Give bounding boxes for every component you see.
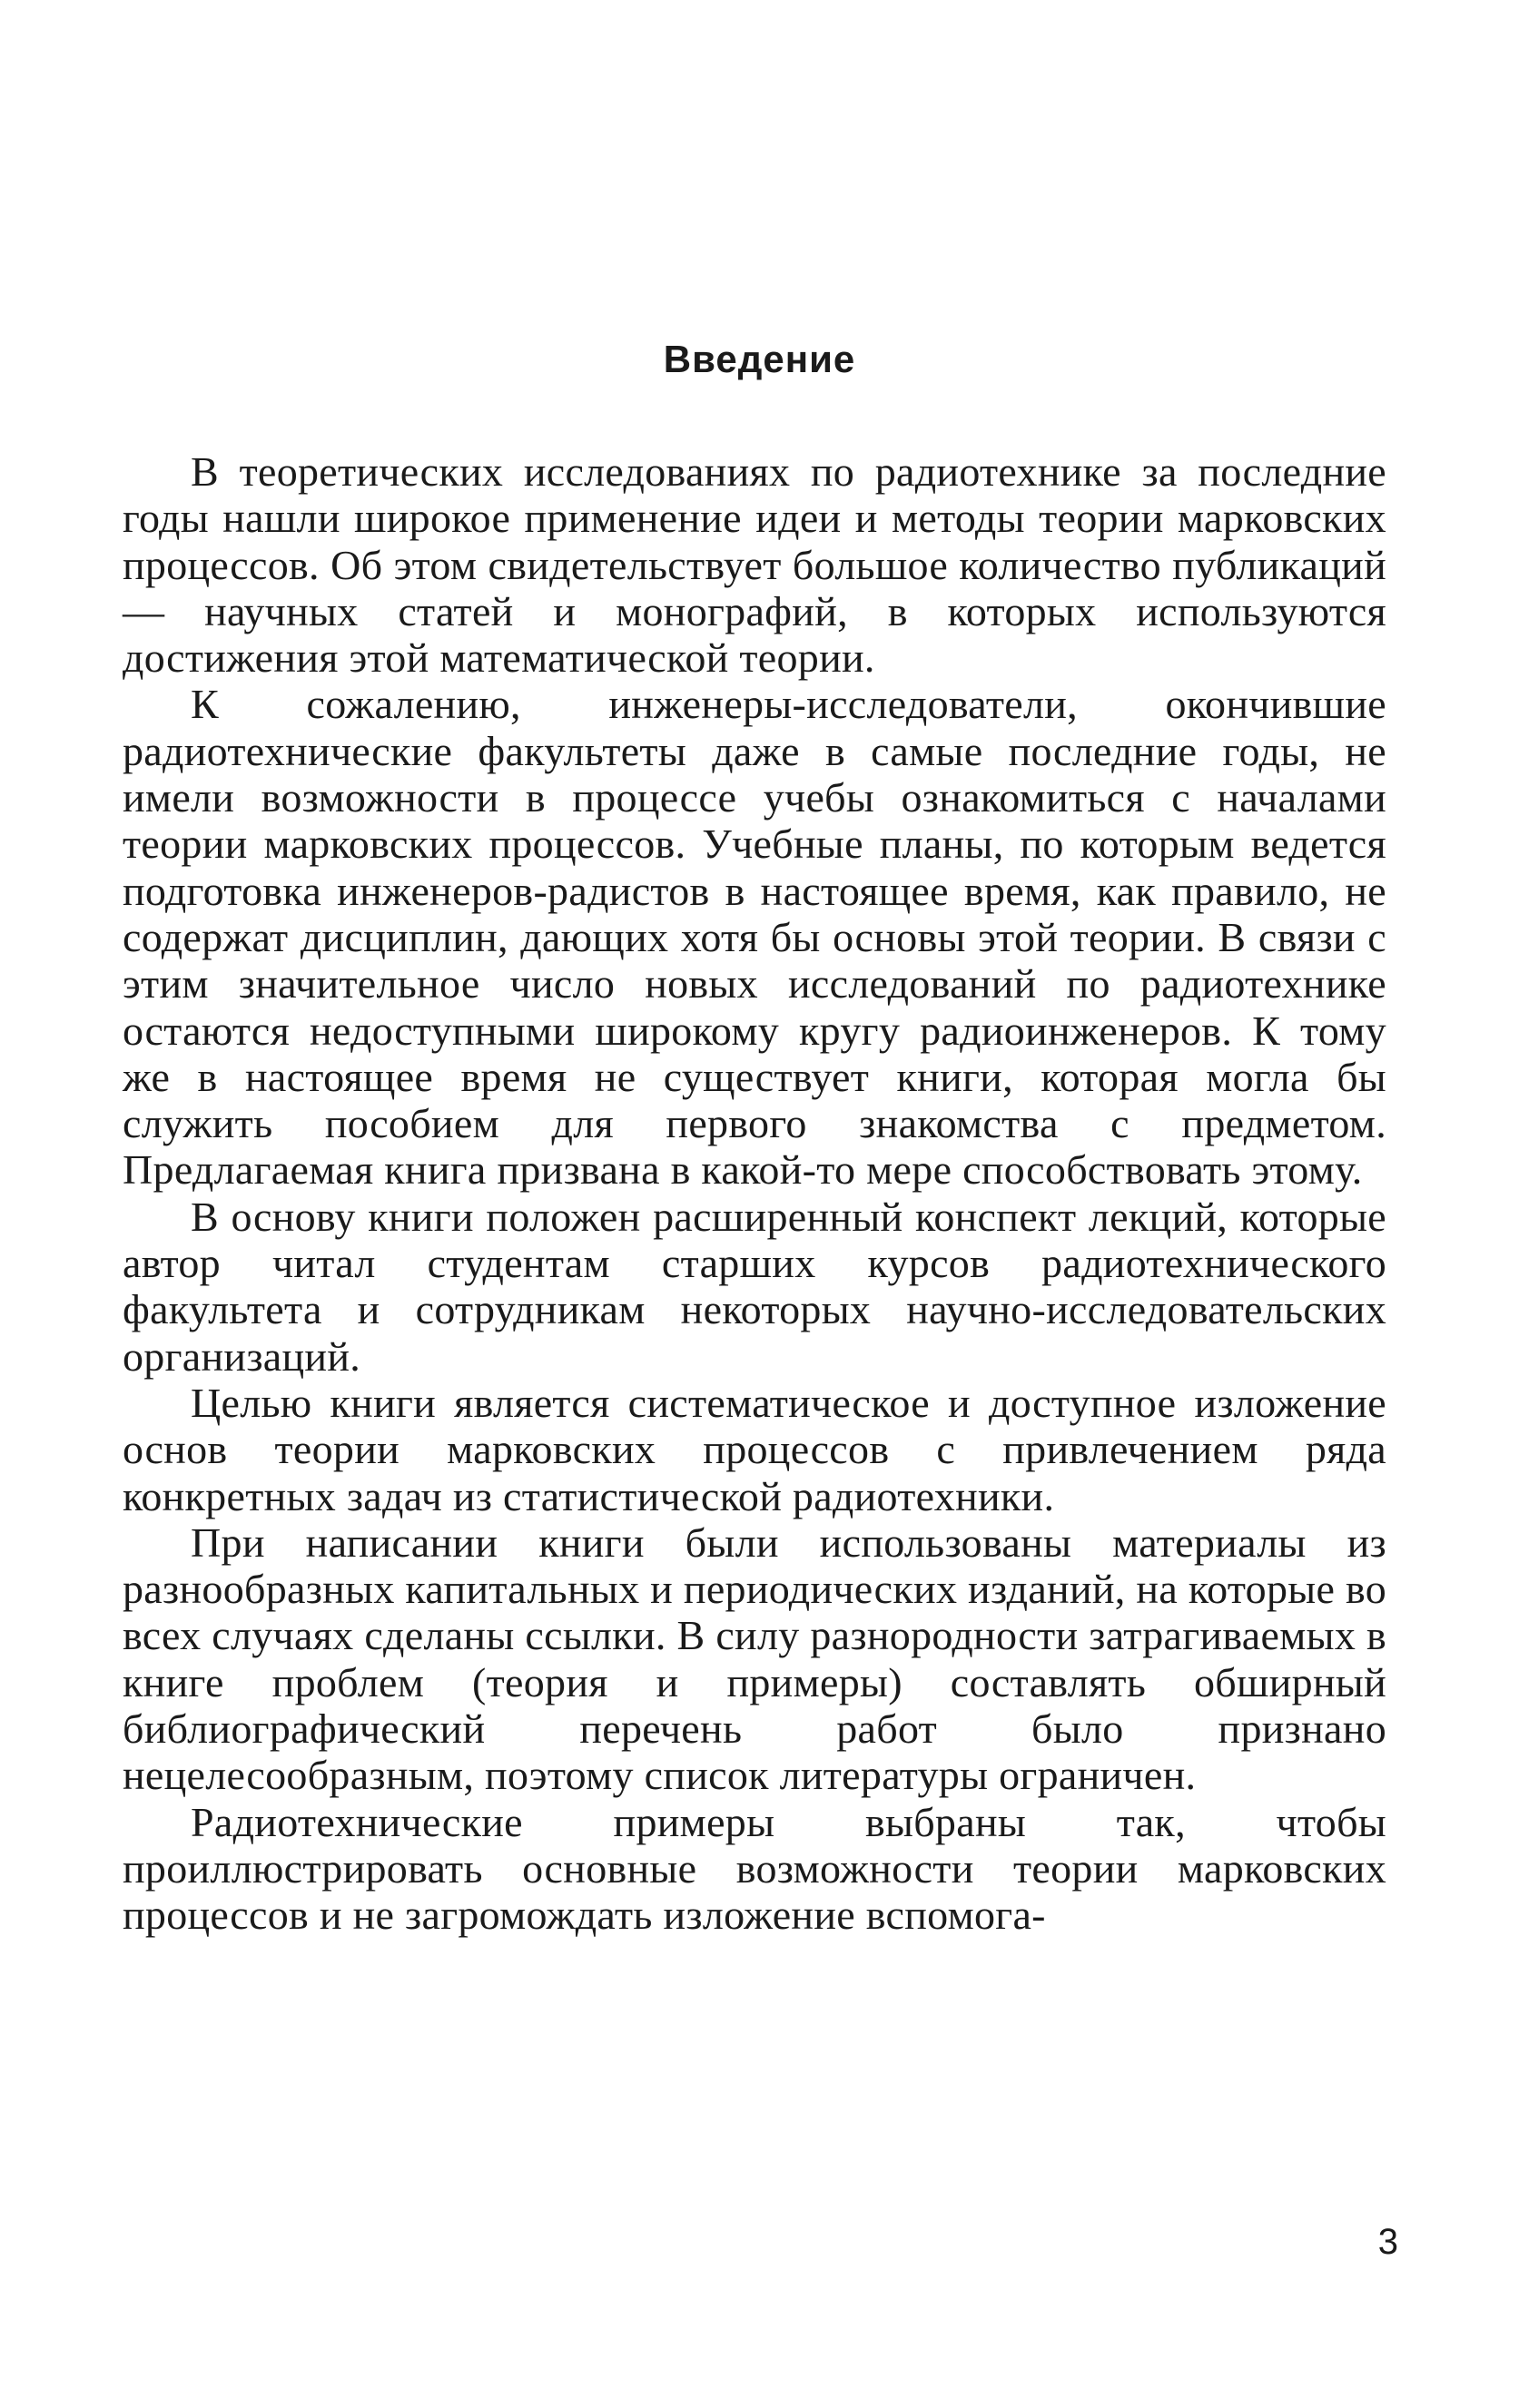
chapter-heading: Введение <box>663 338 856 380</box>
paragraph-1: В теоретических исследованиях по радиотехнике за последние годы нашли широкое применение идеи и методы теории марковских процессов. Об этом свидетельствует большое количество публикаций — научных статей и монографий, в которых используются достижения этой математической теории. <box>123 448 1386 682</box>
paragraph-5: При написании книги были использованы материалы из разнообразных капитальных и периодических изданий, на которые во всех случаях сделаны ссылки. В силу разнородности затрагиваемых в книге проблем (теория и примеры) составлять обширный библиографический перечень работ было признано нецелесообразным, поэтому список литературы ограничен. <box>123 1519 1386 1799</box>
paragraph-2: К сожалению, инженеры-исследователи, окончившие радиотехнические факультеты даже в самые последние годы, не имели возможности в процессе учебы ознакомиться с началами теории марковских процессов. Учебные планы, по которым ведется подготовка инженеров-радистов в настоящее время, как правило, не содержат дисциплин, дающих хотя бы основы этой теории. В связи с этим значительное число новых исследований по радиотехнике остаются недоступными широкому кругу радиоинженеров. К тому же в настоящее время не существует книги, которая могла бы служить пособием для первого знакомства с предметом. Предлагаемая книга призвана в какой-то мере способствовать этому. <box>123 681 1386 1194</box>
paragraph-6: Радиотехнические примеры выбраны так, чтобы проиллюстрировать основные возможности теории марковских процессов и не загромождать изложение вспомога- <box>123 1798 1386 1939</box>
page-number: 3 <box>1377 2222 1398 2262</box>
paragraph-4: Целью книги является систематическое и доступное изложение основ теории марковских процессов с привлечением ряда конкретных задач из статистической радиотехники. <box>123 1379 1386 1519</box>
paragraph-3: В основу книги положен расширенный конспект лекций, которые автор читал студентам старших курсов радиотехнического факультета и сотрудникам некоторых научно-исследовательских организаций. <box>123 1193 1386 1380</box>
body-text <box>123 448 1386 1939</box>
